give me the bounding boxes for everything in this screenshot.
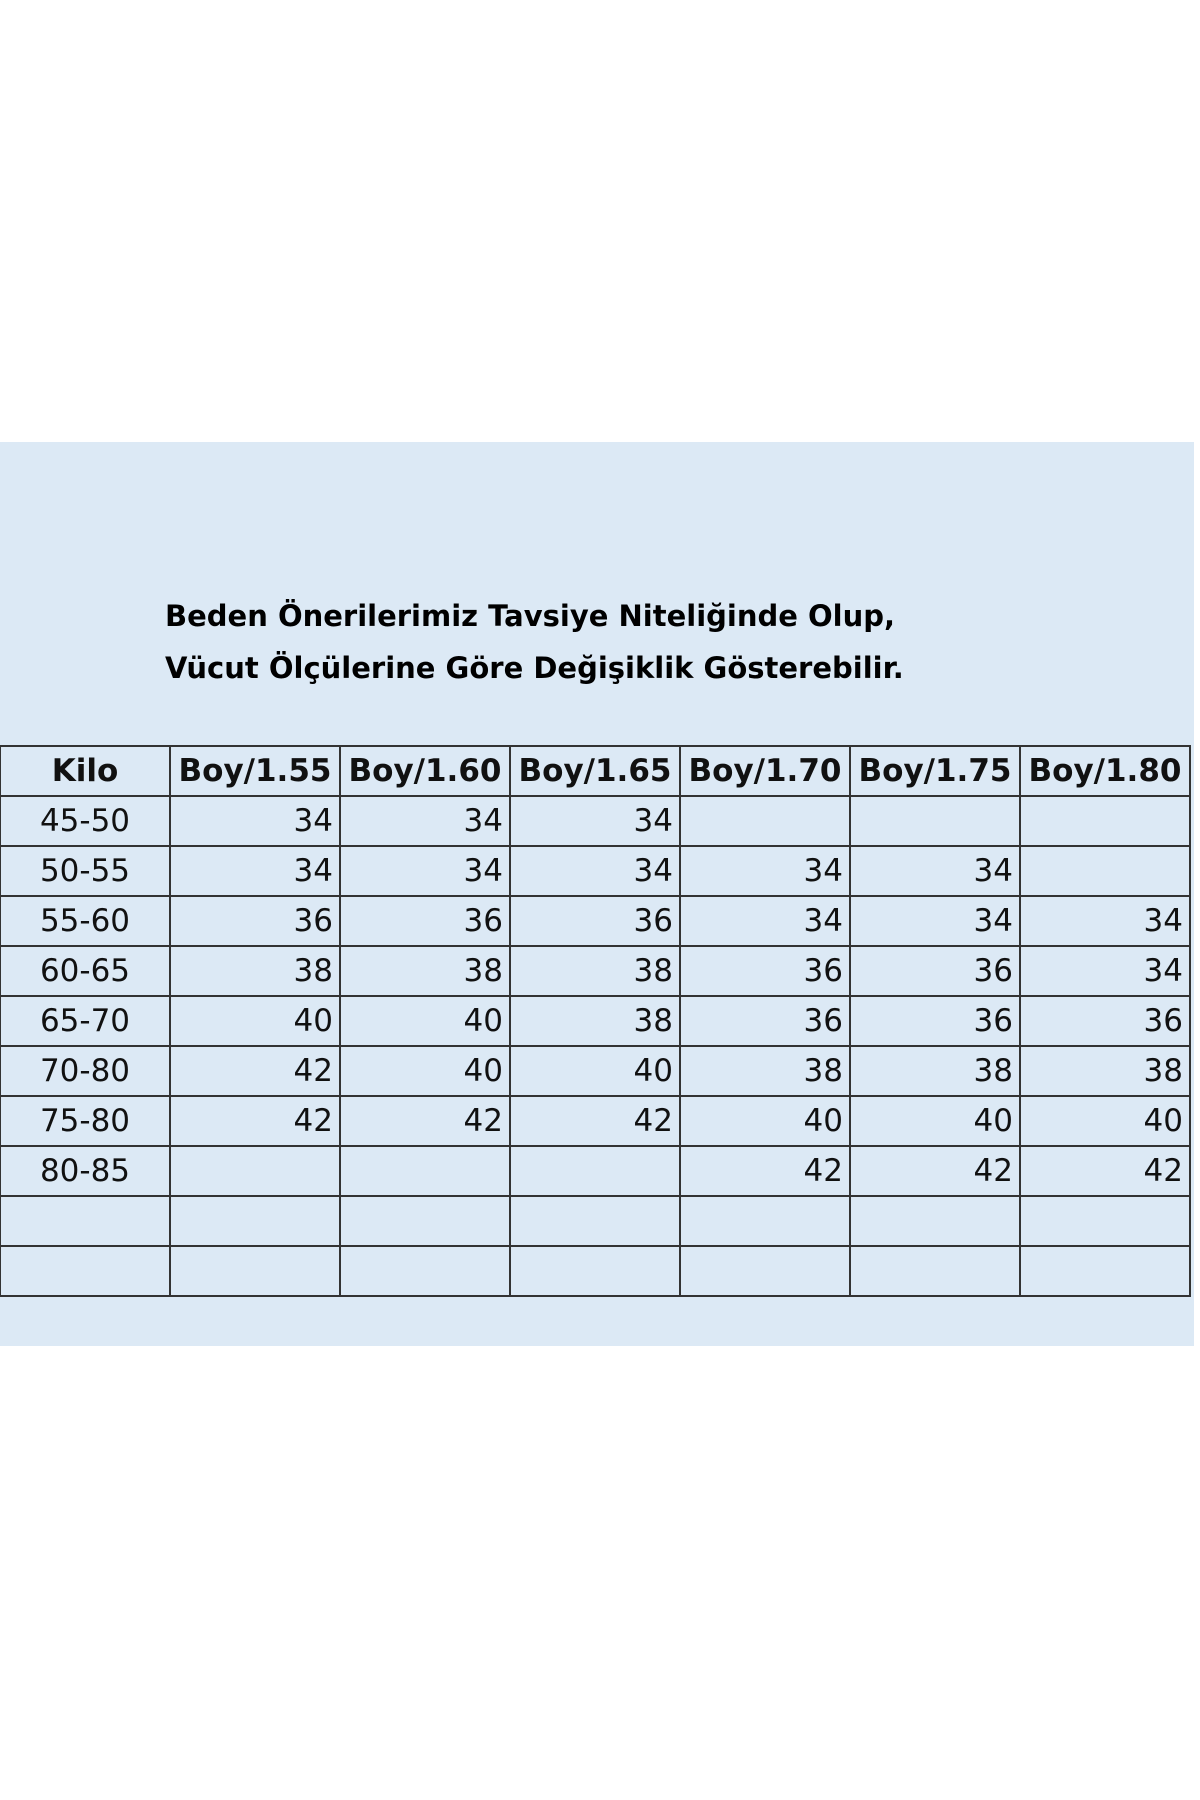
size-cell: 34: [170, 846, 340, 896]
size-cell: [340, 1246, 510, 1296]
table-row: [0, 1196, 1190, 1246]
size-cell: 42: [170, 1046, 340, 1096]
table-row: [0, 946, 1190, 996]
size-cell: [850, 1196, 1020, 1246]
kilo-range-cell: 70-80: [0, 1046, 170, 1096]
size-cell: 40: [850, 1096, 1020, 1146]
size-cell: 38: [170, 946, 340, 996]
size-cell: 40: [510, 1046, 680, 1096]
size-cell: 42: [340, 1096, 510, 1146]
size-cell: 36: [170, 896, 340, 946]
table-row: [0, 1246, 1190, 1296]
size-cell: 36: [680, 996, 850, 1046]
size-cell: 34: [510, 846, 680, 896]
size-table: [0, 745, 1191, 1297]
table-row: [0, 896, 1190, 946]
kilo-range-cell: 65-70: [0, 996, 170, 1046]
size-cell: 36: [850, 946, 1020, 996]
table-row: [0, 1146, 1190, 1196]
size-cell: [340, 1146, 510, 1196]
header-kilo: Kilo: [0, 746, 170, 796]
size-cell: 38: [680, 1046, 850, 1096]
size-cell: [170, 1196, 340, 1246]
table-row: [0, 996, 1190, 1046]
size-cell: [1020, 846, 1190, 896]
size-cell: 40: [340, 996, 510, 1046]
size-cell: 34: [510, 796, 680, 846]
size-cell: [1020, 796, 1190, 846]
table-row: [0, 796, 1190, 846]
note-line-1: Beden Önerilerimiz Tavsiye Niteliğinde Olup,: [165, 599, 896, 633]
size-cell: [680, 796, 850, 846]
size-cell: [1020, 1246, 1190, 1296]
size-cell: [510, 1246, 680, 1296]
size-cell: 40: [680, 1096, 850, 1146]
header-boy-155: Boy/1.55: [170, 746, 340, 796]
size-cell: 42: [850, 1146, 1020, 1196]
header-boy-160: Boy/1.60: [340, 746, 510, 796]
size-cell: [1020, 1196, 1190, 1246]
size-cell: 34: [680, 896, 850, 946]
table-header-row: [0, 746, 1190, 796]
size-cell: 38: [1020, 1046, 1190, 1096]
size-advice-note: [0, 590, 1194, 694]
size-cell: [170, 1146, 340, 1196]
header-boy-165: Boy/1.65: [510, 746, 680, 796]
size-cell: 38: [510, 996, 680, 1046]
table-row: [0, 1096, 1190, 1146]
size-cell: 36: [510, 896, 680, 946]
size-cell: 34: [1020, 946, 1190, 996]
size-cell: [170, 1246, 340, 1296]
size-cell: 36: [1020, 996, 1190, 1046]
size-cell: [850, 796, 1020, 846]
kilo-range-cell: 50-55: [0, 846, 170, 896]
size-cell: 34: [850, 846, 1020, 896]
size-cell: 42: [1020, 1146, 1190, 1196]
size-cell: 38: [340, 946, 510, 996]
size-cell: 42: [510, 1096, 680, 1146]
size-cell: 40: [340, 1046, 510, 1096]
header-boy-170: Boy/1.70: [680, 746, 850, 796]
size-cell: 40: [1020, 1096, 1190, 1146]
header-boy-180: Boy/1.80: [1020, 746, 1190, 796]
size-cell: 42: [680, 1146, 850, 1196]
kilo-range-cell: 55-60: [0, 896, 170, 946]
size-cell: [680, 1196, 850, 1246]
size-cell: 36: [680, 946, 850, 996]
kilo-range-cell: 60-65: [0, 946, 170, 996]
kilo-range-cell: 75-80: [0, 1096, 170, 1146]
size-cell: 34: [850, 896, 1020, 946]
size-cell: 42: [170, 1096, 340, 1146]
size-cell: [680, 1246, 850, 1296]
note-line-2: Vücut Ölçülerine Göre Değişiklik Gösterebilir.: [165, 651, 904, 685]
size-cell: [340, 1196, 510, 1246]
size-cell: [850, 1246, 1020, 1296]
size-cell: 34: [340, 796, 510, 846]
kilo-range-cell: [0, 1196, 170, 1246]
size-cell: 34: [170, 796, 340, 846]
table-row: [0, 1046, 1190, 1096]
size-cell: 36: [850, 996, 1020, 1046]
size-cell: [510, 1146, 680, 1196]
kilo-range-cell: 80-85: [0, 1146, 170, 1196]
table-row: [0, 846, 1190, 896]
kilo-range-cell: [0, 1246, 170, 1296]
size-cell: 34: [340, 846, 510, 896]
size-cell: [510, 1196, 680, 1246]
kilo-range-cell: 45-50: [0, 796, 170, 846]
size-cell: 34: [1020, 896, 1190, 946]
header-boy-175: Boy/1.75: [850, 746, 1020, 796]
size-cell: 34: [680, 846, 850, 896]
size-cell: 40: [170, 996, 340, 1046]
size-cell: 38: [850, 1046, 1020, 1096]
size-cell: 38: [510, 946, 680, 996]
size-cell: 36: [340, 896, 510, 946]
